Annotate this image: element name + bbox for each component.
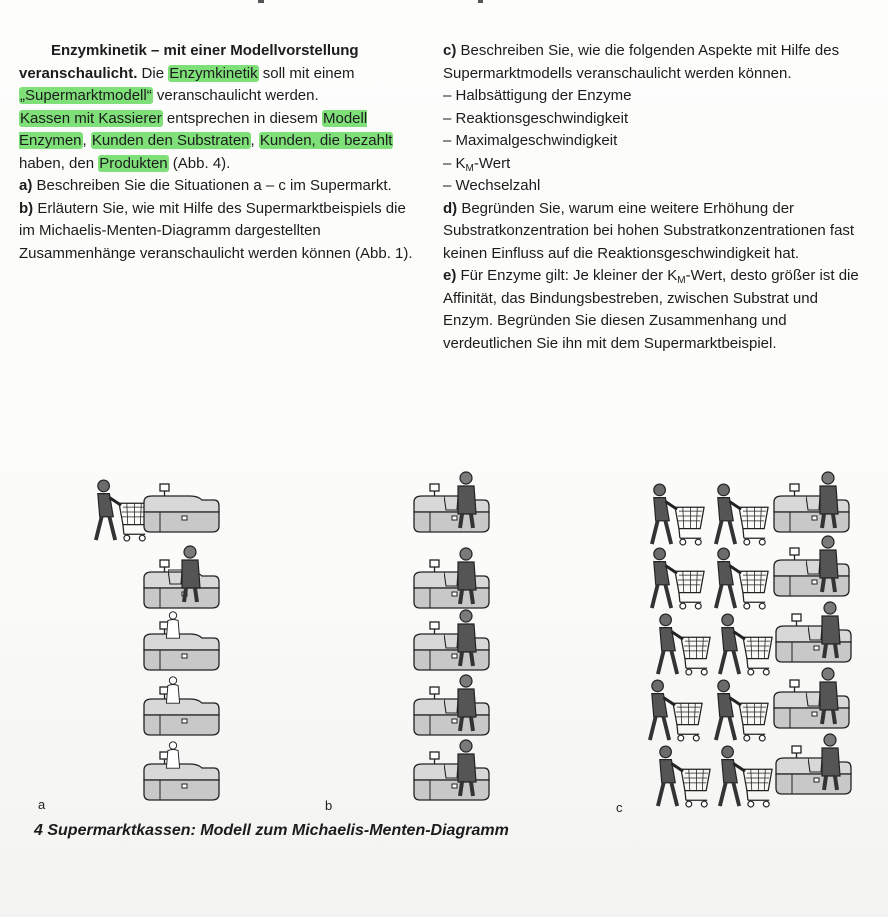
highlight: Kunden den Substraten bbox=[91, 132, 250, 149]
bullet-item: – Maximalgeschwindigkeit bbox=[443, 132, 618, 149]
customer-with-cart-icon bbox=[654, 744, 712, 812]
customer-with-cart-icon bbox=[654, 612, 712, 680]
bullet-item-km: – $K_M$-Wert bbox=[443, 154, 511, 174]
paying-customer-icon bbox=[808, 732, 848, 792]
right-column bbox=[443, 40, 863, 355]
cut-text-mark bbox=[258, 0, 264, 3]
highlight: „Supermarktmodell“ bbox=[20, 87, 152, 104]
customer-with-cart-icon bbox=[716, 744, 774, 812]
highlight: Modell Enzymen bbox=[19, 109, 368, 149]
cashier-icon bbox=[162, 740, 184, 770]
customer-with-cart-icon bbox=[712, 482, 770, 550]
task-a: a) Beschreiben Sie die Situationen a – c im Supermarkt. bbox=[19, 177, 392, 194]
bullet-item: – Wechselzahl bbox=[443, 177, 541, 194]
customer-with-cart-icon bbox=[712, 546, 770, 614]
paying-customer-icon bbox=[808, 600, 848, 660]
paying-customer-icon bbox=[444, 546, 484, 606]
model-paragraph: Kassen mit Kassierer entsprechen in diesem Modell Enzymen, Kunden den Substraten, Kunden, die bezahlt haben, den Produkten (Abb. 4). bbox=[19, 109, 393, 172]
cashier-icon bbox=[162, 675, 184, 705]
cashier-icon bbox=[162, 610, 184, 640]
customer-with-cart-icon bbox=[716, 612, 774, 680]
panel-label-a: a bbox=[38, 797, 46, 812]
intro-paragraph: Enzymkinetik – mit einer Modellvorstellung veranschaulicht. Die Enzymkinetik soll mit einem „Supermarktmodell“ veranschaulicht werden. bbox=[19, 42, 359, 104]
intro-title: Enzymkinetik – mit einer Modellvorstellung veranschaulicht. bbox=[19, 42, 359, 82]
left-column bbox=[19, 40, 424, 265]
paying-customer-icon bbox=[806, 470, 846, 530]
customer-with-cart-icon bbox=[648, 546, 706, 614]
paying-customer-icon bbox=[444, 470, 484, 530]
highlight: Produkten bbox=[99, 154, 168, 172]
customer-with-cart-icon bbox=[712, 678, 770, 746]
task-c: c) Beschreiben Sie, wie die folgenden Aspekte mit Hilfe des Supermarktmodells veranschaulicht werden können. bbox=[443, 42, 840, 82]
paying-customer-icon bbox=[444, 738, 484, 798]
figure-caption: 4 Supermarktkassen: Modell zum Michaelis-Menten-Diagramm bbox=[34, 822, 509, 839]
bullet-item: – Reaktionsgeschwindigkeit bbox=[443, 109, 629, 127]
paying-customer-icon bbox=[806, 534, 846, 594]
task-e: e) Für Enzyme gilt: Je kleiner der $K_M$-Wert, desto größer ist die Affinität, das Bindungsbestreben, zwischen Substrat und Enzym. Begründen Sie diesen Zusammenhang und verdeutlichen Sie ihn mit dem Supermarktbeispiel. bbox=[443, 267, 859, 352]
task-d: d) Begründen Sie, warum eine weitere Erhöhung der Substratkonzentration bei hohen Substratkonzentrationen fast keinen Einfluss auf die Reaktionsgeschwindigkeit hat. bbox=[443, 199, 855, 262]
checkout-counter-icon bbox=[140, 482, 220, 534]
bullet-item: – Halbsättigung der Enzyme bbox=[443, 87, 632, 104]
highlight: Kassen mit Kassierer bbox=[20, 109, 162, 127]
paying-customer-icon bbox=[444, 673, 484, 733]
panel-label-c: c bbox=[616, 800, 623, 815]
customer-with-cart-icon bbox=[648, 482, 706, 550]
highlight: Kunden, die bezahlt bbox=[259, 132, 393, 149]
paying-customer-icon bbox=[168, 544, 208, 604]
cut-text-mark bbox=[478, 0, 483, 3]
task-b: b) Erläutern Sie, wie mit Hilfe des Supermarktbeispiels die im Michaelis-Menten-Diagramm dargestellten Zusammenhänge veranschaulicht werden können (Abb. 1). bbox=[19, 199, 413, 262]
paying-customer-icon bbox=[444, 608, 484, 668]
highlight: Enzymkinetik bbox=[169, 64, 258, 82]
customer-with-cart-icon bbox=[646, 678, 704, 746]
panel-label-b: b bbox=[325, 798, 333, 813]
supermarket-figure bbox=[0, 460, 888, 840]
paying-customer-icon bbox=[806, 666, 846, 726]
